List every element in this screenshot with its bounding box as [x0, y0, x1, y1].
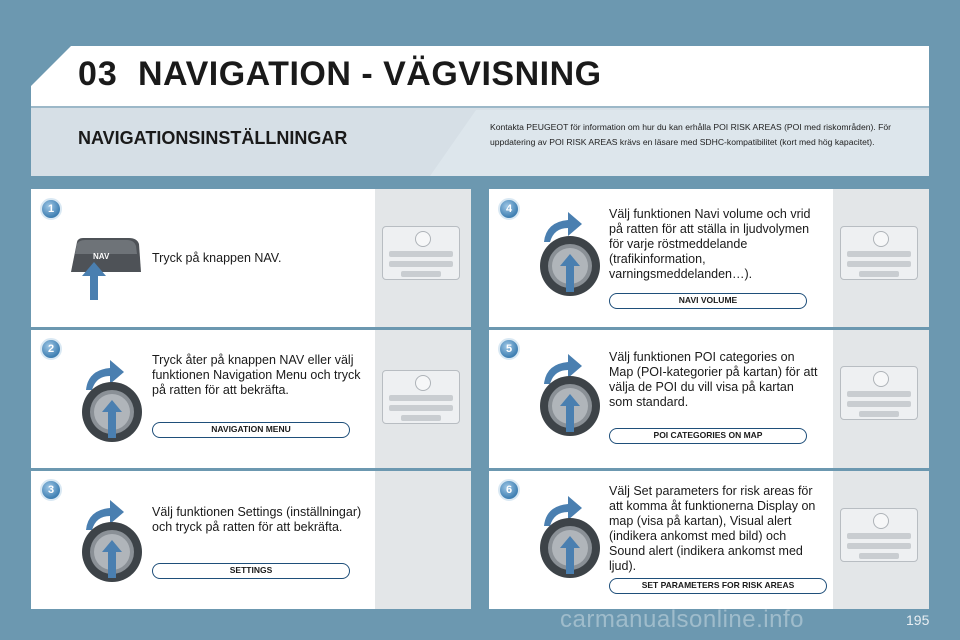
- menu-pill-poi-categories: POI CATEGORIES ON MAP: [609, 428, 807, 444]
- radio-buttons-row: [847, 261, 911, 267]
- radio-slot: [401, 271, 441, 277]
- radio-knob-icon: [873, 231, 889, 247]
- radio-slot: [859, 553, 899, 559]
- section-title: NAVIGATIONSINSTÄLLNINGAR: [78, 128, 348, 148]
- radio-slot: [859, 271, 899, 277]
- radio-knob-icon: [415, 375, 431, 391]
- radio-unit-icon: [840, 226, 918, 280]
- radio-slot: [401, 415, 441, 421]
- radio-buttons-row: [389, 405, 453, 411]
- control-dial-icon: [80, 520, 144, 584]
- radio-unit-icon: [840, 508, 918, 562]
- step-badge-1: 1: [40, 198, 62, 220]
- radio-buttons-row: [389, 261, 453, 267]
- control-dial-icon: [538, 516, 602, 580]
- radio-buttons-row: [389, 395, 453, 401]
- menu-pill-navigation-menu: NAVIGATION MENU: [152, 422, 350, 438]
- step-text-2: Tryck åter på knappen NAV eller välj funktionen Navigation Menu och tryck på ratten för att bekräfta.: [152, 353, 361, 397]
- radio-knob-icon: [415, 231, 431, 247]
- header-corner: [31, 46, 71, 86]
- step-badge-4: 4: [498, 198, 520, 220]
- step-badge-2: 2: [40, 338, 62, 360]
- menu-pill-set-parameters: SET PARAMETERS FOR RISK AREAS: [609, 578, 827, 594]
- step-text-5: Välj funktionen POI categories on Map (POI-kategorier på kartan) för att välja de POI du vill visa på kartan som standard.: [609, 350, 818, 409]
- step-text-6: Välj Set parameters for risk areas för att komma åt funktionerna Display on map (visa på kartan), Visual alert (indikera ankomst med bild) och Sound alert (indikera ankomst med ljud).: [609, 484, 816, 573]
- info-note: Kontakta PEUGEOT för information om hur du kan erhålla POI RISK AREAS (POI med riskområden). För uppdatering av POI RISK AREAS krävs en läsare med SDHC-kompatibilitet (kort med hög kapacitet).: [476, 110, 929, 176]
- menu-pill-navi-volume: NAVI VOLUME: [609, 293, 807, 309]
- radio-buttons-row: [847, 391, 911, 397]
- page-number: 195: [906, 612, 930, 628]
- press-arrow-icon: [82, 262, 106, 300]
- control-dial-icon: [538, 374, 602, 438]
- chapter-title: NAVIGATION - VÄGVISNING: [138, 55, 602, 93]
- radio-unit-icon: [382, 370, 460, 424]
- control-dial-icon: [538, 234, 602, 298]
- step-badge-6: 6: [498, 479, 520, 501]
- radio-buttons-row: [847, 401, 911, 407]
- radio-buttons-row: [847, 251, 911, 257]
- step-badge-3: 3: [40, 479, 62, 501]
- radio-illustration-area: [375, 471, 471, 609]
- menu-pill-settings: SETTINGS: [152, 563, 350, 579]
- step-text-1: Tryck på knappen NAV.: [152, 251, 282, 265]
- radio-unit-icon: [840, 366, 918, 420]
- radio-buttons-row: [389, 251, 453, 257]
- step-badge-5: 5: [498, 338, 520, 360]
- radio-knob-icon: [873, 513, 889, 529]
- nav-key-label: NAV: [93, 252, 110, 261]
- chapter-number: 03: [78, 55, 118, 93]
- radio-buttons-row: [847, 543, 911, 549]
- radio-knob-icon: [873, 371, 889, 387]
- step-text-3: Välj funktionen Settings (inställningar) och tryck på ratten för att bekräfta.: [152, 505, 362, 534]
- watermark: carmanualsonline.info: [560, 606, 804, 633]
- step-text-4: Välj funktionen Navi volume och vrid på ratten för att ställa in ljudvolymen för varje röstmeddelande (trafikinformation, varningsmeddelanden…).: [609, 207, 811, 281]
- radio-unit-icon: [382, 226, 460, 280]
- radio-slot: [859, 411, 899, 417]
- radio-buttons-row: [847, 533, 911, 539]
- info-corner: [430, 110, 476, 176]
- control-dial-icon: [80, 380, 144, 444]
